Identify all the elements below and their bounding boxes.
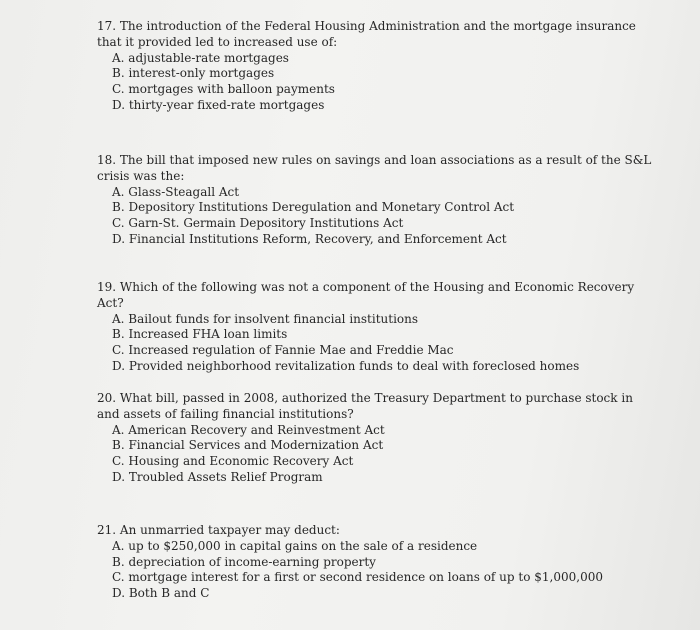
question-text: 20. What bill, passed in 2008, authorized the Treasury Department to purchase stock in and assets of failing financial institutions? xyxy=(97,391,633,421)
question-text: 21. An unmarried taxpayer may deduct: xyxy=(97,523,340,537)
option-a: A. Bailout funds for insolvent financial institutions xyxy=(112,311,419,326)
option-a: A. up to $250,000 in capital gains on the sale of a residence xyxy=(112,538,478,553)
question-20 xyxy=(97,391,657,486)
option-b: B. Depository Institutions Deregulation and Monetary Control Act xyxy=(112,200,515,215)
option-c: C. Housing and Economic Recovery Act xyxy=(112,454,354,469)
option-b: B. depreciation of income-earning property xyxy=(112,554,376,569)
answer-options xyxy=(97,185,657,248)
option-d: D. Troubled Assets Relief Program xyxy=(112,469,323,484)
question-text: 17. The introduction of the Federal Housing Administration and the mortgage insurance that it provided led to increased use of: xyxy=(97,19,636,49)
option-c: C. Increased regulation of Fannie Mae and Freddie Mac xyxy=(112,343,454,358)
question-text: 18. The bill that imposed new rules on savings and loan associations as a result of the S&L crisis was the: xyxy=(97,153,652,183)
option-b: B. Increased FHA loan limits xyxy=(112,327,288,342)
option-d: D. thirty-year fixed-rate mortgages xyxy=(112,97,325,112)
option-a: A. adjustable-rate mortgages xyxy=(112,50,289,65)
question-17 xyxy=(97,19,657,114)
answer-options xyxy=(97,539,657,602)
answer-options xyxy=(97,312,657,375)
option-b: B. interest-only mortgages xyxy=(112,66,275,81)
option-c: C. mortgages with balloon payments xyxy=(112,82,335,97)
answer-options xyxy=(97,51,657,114)
question-21 xyxy=(97,523,657,602)
option-b: B. Financial Services and Modernization Act xyxy=(112,438,384,453)
option-a: A. American Recovery and Reinvestment Act xyxy=(112,422,385,437)
option-c: C. Garn-St. Germain Depository Institutions Act xyxy=(112,216,404,231)
question-text: 19. Which of the following was not a component of the Housing and Economic Recovery Act? xyxy=(97,280,635,310)
question-18 xyxy=(97,153,657,248)
option-d: D. Financial Institutions Reform, Recovery, and Enforcement Act xyxy=(112,231,507,246)
answer-options xyxy=(97,423,657,486)
option-d: D. Both B and C xyxy=(112,586,210,601)
option-d: D. Provided neighborhood revitalization funds to deal with foreclosed homes xyxy=(112,358,580,373)
option-c: C. mortgage interest for a first or second residence on loans of up to $1,000,000 xyxy=(112,570,603,585)
option-a: A. Glass-Steagall Act xyxy=(112,184,240,199)
question-19 xyxy=(97,280,657,375)
